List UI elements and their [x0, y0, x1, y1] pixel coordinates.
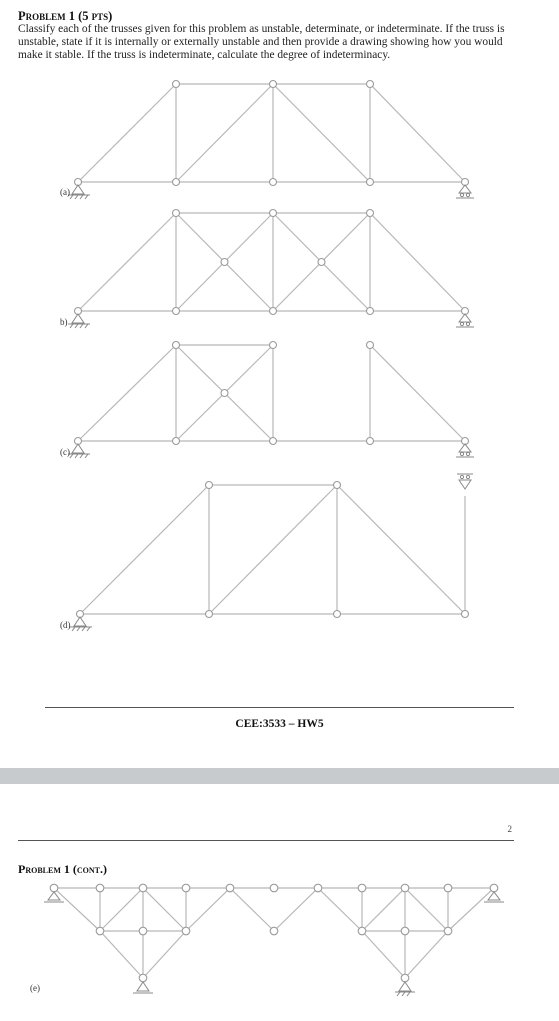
truss-c-pin-support [68, 444, 90, 458]
truss-e-right-end-support [484, 892, 504, 902]
problem-heading-cont: Problem 1 (cont.) [18, 862, 107, 876]
course-footer: CEE:3533 – HW5 [235, 718, 324, 730]
label-c: (c) [60, 447, 70, 457]
page-gap [0, 768, 559, 784]
label-b: b) [60, 317, 68, 327]
truss-c-joints [75, 342, 469, 445]
truss-b-members [78, 213, 465, 311]
page-2 [0, 784, 559, 1021]
truss-e-center-right-support [395, 982, 415, 996]
truss-a-joints [75, 81, 469, 186]
truss-a-roller-support [456, 185, 474, 198]
truss-b-pin-support [68, 314, 90, 328]
truss-d-members [80, 485, 465, 614]
label-e: (e) [30, 983, 40, 993]
truss-c-roller-support [456, 444, 474, 457]
footer-rule [45, 707, 514, 708]
truss-e [0, 784, 559, 1021]
truss-d-roller-support [457, 474, 473, 489]
truss-e-joints [50, 884, 498, 982]
label-d: (d) [60, 620, 71, 630]
truss-a-pin-support [68, 185, 90, 199]
truss-b-roller-support [456, 314, 474, 327]
label-a: (a) [60, 187, 70, 197]
problem-heading: Problem 1 (5 pts) [18, 9, 113, 23]
truss-d-pin-support [70, 617, 92, 631]
truss-b-joints [75, 210, 469, 315]
problem-statement: Classify each of the trusses given for this problem as unstable, determinate, or indeterminate. If the truss is unstable, state if it is internally or externally unstable and then provide a drawing showing how you would make it stable. If the truss is indeterminate, calculate the degree of indeterminacy. [18, 23, 505, 61]
truss-e-center-left-support [133, 982, 153, 993]
truss-a-members [78, 84, 465, 182]
truss-e-left-end-support [44, 892, 64, 902]
page-number: 2 [507, 824, 512, 834]
truss-c-members [78, 345, 465, 441]
